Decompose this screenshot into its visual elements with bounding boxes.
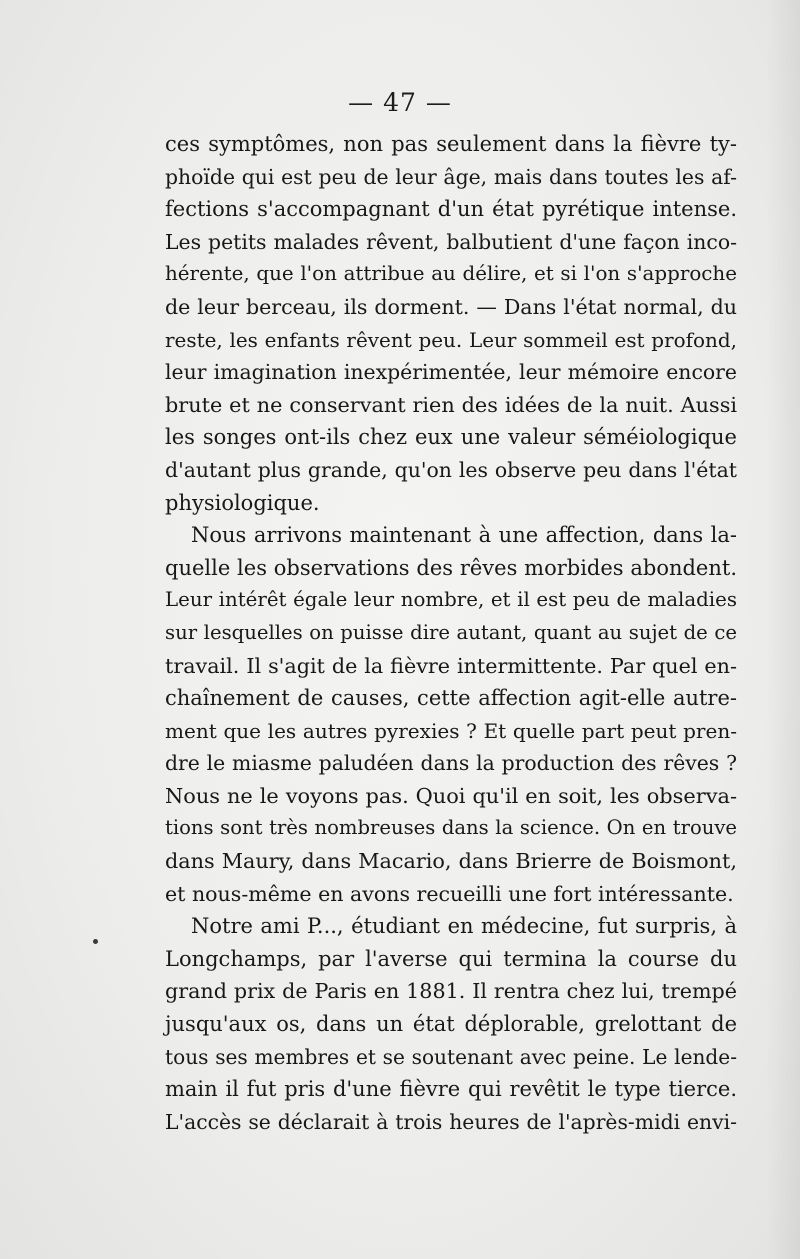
text-line: fections s'accompagnant d'un état pyrétique intense. — [165, 197, 737, 222]
text-line: les songes ont-ils chez eux une valeur séméiologique — [165, 425, 737, 450]
text-line: Leur intérêt égale leur nombre, et il est peu de maladies — [165, 588, 737, 612]
text-line: main il fut pris d'une fièvre qui revêtit le type tierce. — [165, 1077, 737, 1102]
text-line: L'accès se déclarait à trois heures de l'après-midi envi- — [165, 1109, 737, 1134]
text-line: ces symptômes, non pas seulement dans la fièvre ty- — [165, 132, 737, 156]
text-line: hérente, que l'on attribue au délire, et si l'on s'approche — [165, 262, 737, 286]
text-line: jusqu'aux os, dans un état déplorable, grelottant de — [165, 1012, 737, 1037]
text-line: reste, les enfants rêvent peu. Leur sommeil est profond, — [165, 327, 737, 352]
paragraph-3 — [165, 910, 737, 1138]
text-line: sur lesquelles on puisse dire autant, quant au sujet de ce — [165, 620, 737, 644]
page-number: — 47 — — [348, 88, 452, 117]
text-line: grand prix de Paris en 1881. Il rentra chez lui, trempé — [165, 979, 737, 1004]
text-line: ment que les autres pyrexies ? Et quelle part peut pren- — [165, 718, 737, 743]
text-line: leur imagination inexpérimentée, leur mémoire encore — [165, 360, 737, 385]
margin-mark — [93, 939, 98, 944]
text-line: et nous-même en avons recueilli une fort intéressante. — [165, 881, 734, 906]
text-line: quelle les observations des rêves morbides abondent. — [165, 555, 737, 580]
text-line: dre le miasme paludéen dans la production des rêves ? — [165, 751, 737, 776]
paragraph-2 — [165, 519, 737, 910]
text-line: chaînement de causes, cette affection agit-elle autre- — [165, 686, 737, 711]
text-line: tions sont très nombreuses dans la science. On en trouve — [165, 816, 737, 840]
text-line: dans Maury, dans Macario, dans Brierre de Boismont, — [165, 849, 737, 874]
paragraph-1 — [165, 128, 737, 519]
body-text — [165, 128, 737, 1138]
text-line: travail. Il s'agit de la fièvre intermittente. Par quel en- — [165, 653, 737, 678]
page-edge-shadow — [766, 0, 800, 1259]
text-line: brute et ne conservant rien des idées de la nuit. Aussi — [165, 392, 737, 417]
text-line: physiologique. — [165, 490, 320, 515]
text-line: Nous arrivons maintenant à une affection, dans la- — [191, 523, 737, 548]
text-line: de leur berceau, ils dorment. — Dans l'état normal, du — [165, 294, 737, 319]
text-line: phoïde qui est peu de leur âge, mais dans toutes les af- — [165, 164, 737, 189]
text-line: Notre ami P..., étudiant en médecine, fut surpris, à — [191, 914, 737, 939]
text-line: Les petits malades rêvent, balbutient d'une façon inco- — [165, 229, 737, 254]
text-line: d'autant plus grande, qu'on les observe peu dans l'état — [165, 457, 737, 482]
text-line: tous ses membres et se soutenant avec peine. Le lende- — [165, 1044, 737, 1069]
text-line: Longchamps, par l'averse qui termina la course du — [165, 946, 737, 971]
text-line: Nous ne le voyons pas. Quoi qu'il en soit, les observa- — [165, 783, 737, 808]
